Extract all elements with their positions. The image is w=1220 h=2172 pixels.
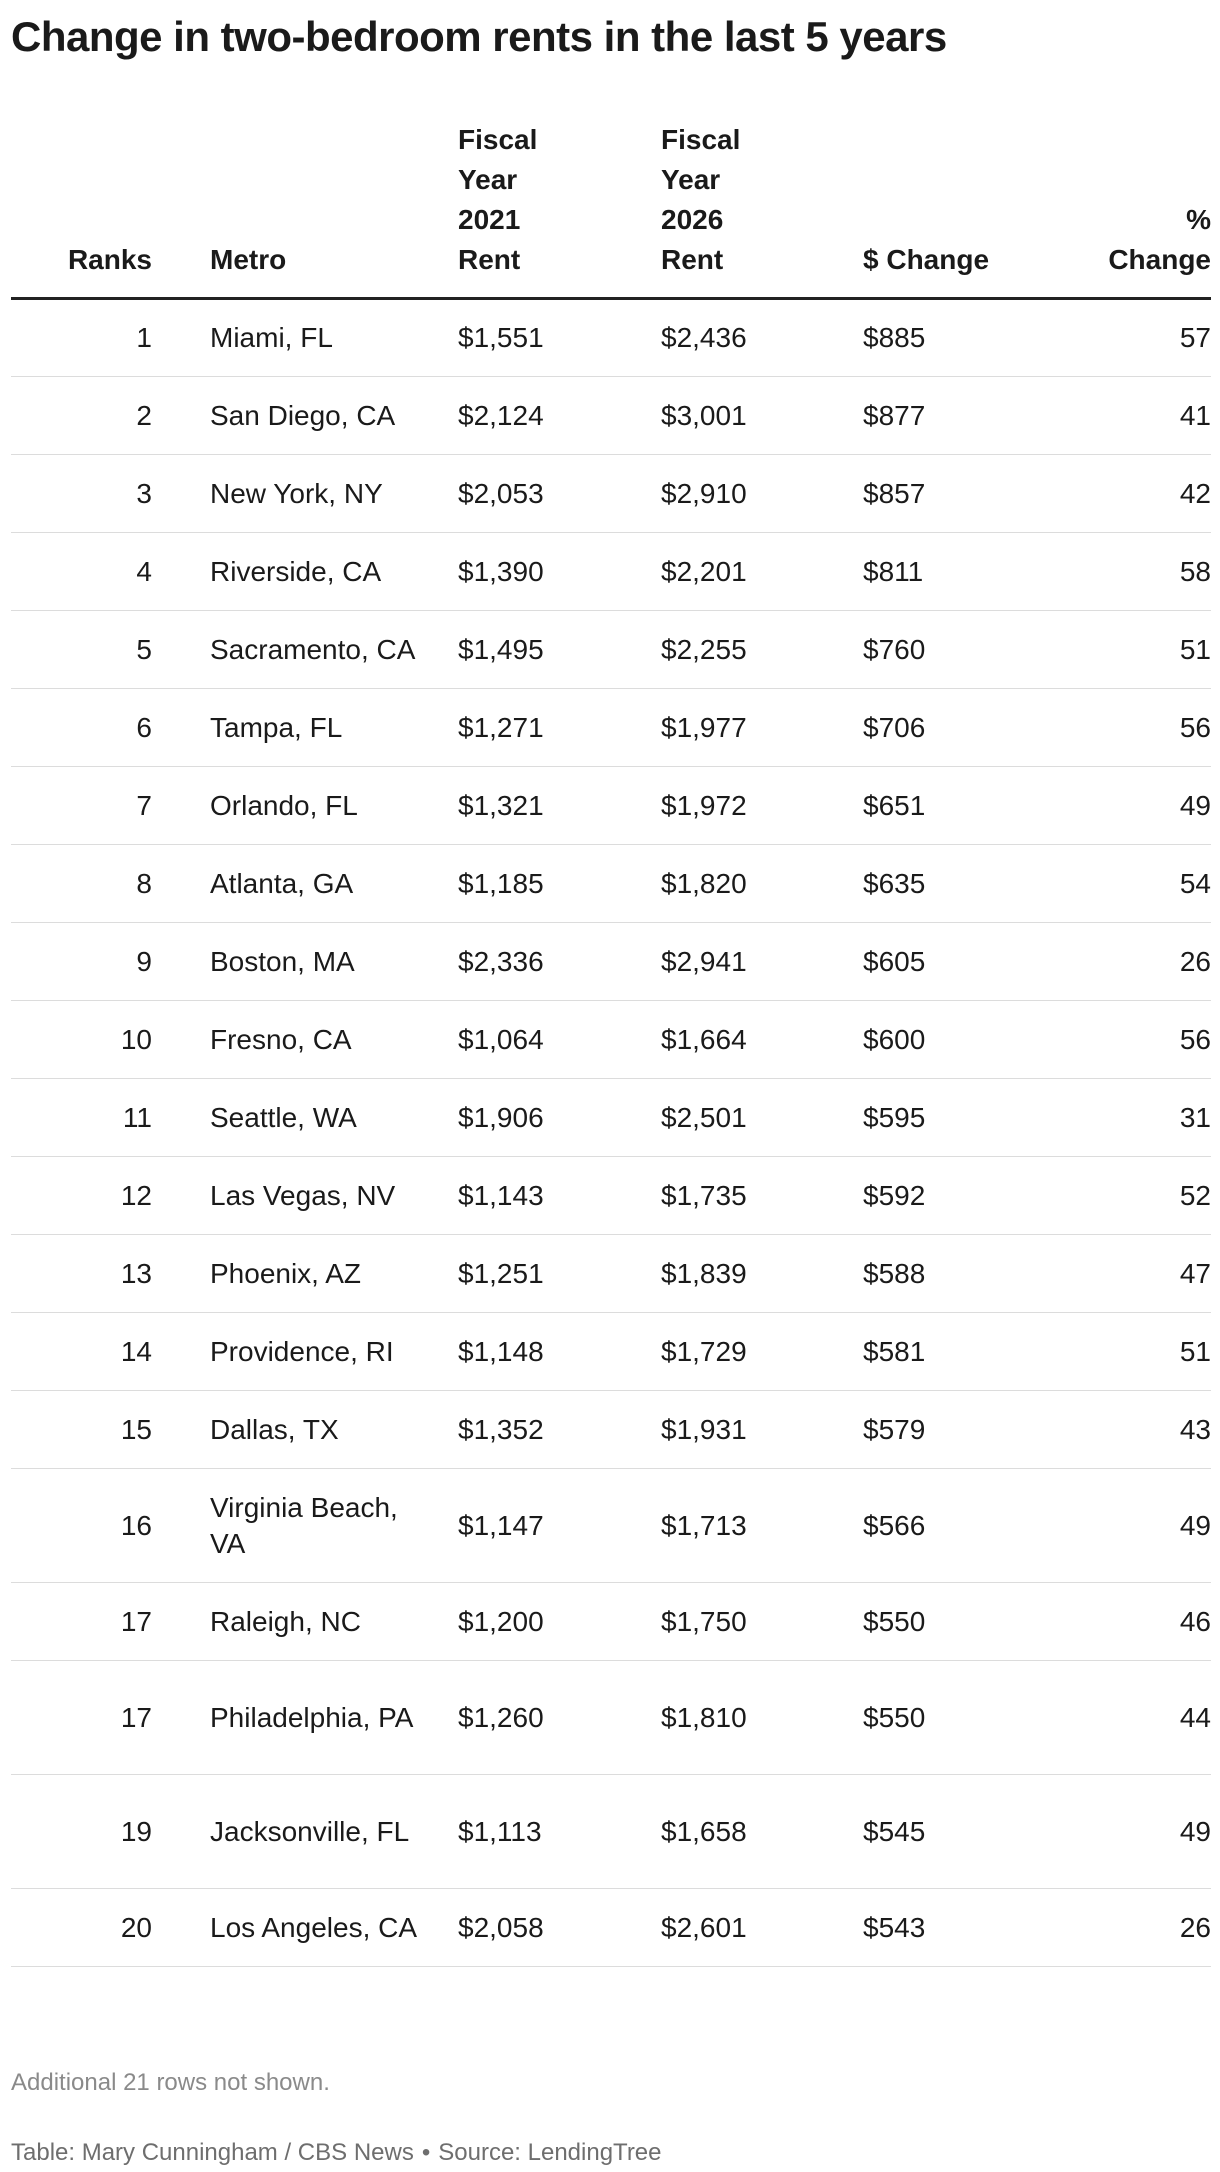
metro-cell: Atlanta, GA — [197, 845, 458, 923]
table-row — [11, 611, 1211, 689]
dollar-change-cell: $566 — [863, 1469, 1061, 1583]
fy2021-rent-cell: $1,551 — [458, 299, 661, 377]
table-row — [11, 455, 1211, 533]
column-header-fy2021-rent[interactable]: Fiscal Year 2021 Rent — [458, 120, 661, 299]
fy2026-rent-cell: $1,713 — [661, 1469, 863, 1583]
metro-cell: Seattle, WA — [197, 1079, 458, 1157]
fy2026-rent-cell: $2,436 — [661, 299, 863, 377]
metro-cell: Orlando, FL — [197, 767, 458, 845]
percent-change-cell: 51 — [1061, 1313, 1211, 1391]
column-header-ranks[interactable]: Ranks — [11, 120, 197, 299]
dollar-change-cell: $543 — [863, 1889, 1061, 1967]
percent-change-cell: 47 — [1061, 1235, 1211, 1313]
fy2021-rent-cell: $2,124 — [458, 377, 661, 455]
rank-cell: 17 — [11, 1583, 197, 1661]
fy2021-rent-cell: $1,352 — [458, 1391, 661, 1469]
rank-cell: 13 — [11, 1235, 197, 1313]
table-row — [11, 1583, 1211, 1661]
fy2021-rent-cell: $1,271 — [458, 689, 661, 767]
metro-cell: Boston, MA — [197, 923, 458, 1001]
metro-cell: Sacramento, CA — [197, 611, 458, 689]
fy2021-rent-cell: $1,064 — [458, 1001, 661, 1079]
dollar-change-cell: $600 — [863, 1001, 1061, 1079]
column-header-fy2026-rent[interactable]: Fiscal Year 2026 Rent — [661, 120, 863, 299]
dollar-change-cell: $635 — [863, 845, 1061, 923]
fy2026-rent-cell: $2,255 — [661, 611, 863, 689]
metro-cell: Raleigh, NC — [197, 1583, 458, 1661]
fy2021-rent-cell: $1,147 — [458, 1469, 661, 1583]
fy2026-rent-cell: $2,601 — [661, 1889, 863, 1967]
percent-change-cell: 49 — [1061, 1775, 1211, 1889]
rank-cell: 17 — [11, 1661, 197, 1775]
fy2026-rent-cell: $1,658 — [661, 1775, 863, 1889]
fy2026-rent-cell: $2,501 — [661, 1079, 863, 1157]
fy2021-rent-cell: $1,321 — [458, 767, 661, 845]
percent-change-cell: 49 — [1061, 1469, 1211, 1583]
fy2026-rent-cell: $1,972 — [661, 767, 863, 845]
dollar-change-cell: $885 — [863, 299, 1061, 377]
fy2026-rent-cell: $1,735 — [661, 1157, 863, 1235]
metro-cell: Philadelphia, PA — [197, 1661, 458, 1775]
metro-cell: Miami, FL — [197, 299, 458, 377]
dollar-change-cell: $550 — [863, 1583, 1061, 1661]
table-title: Change in two-bedroom rents in the last 5 years — [11, 13, 947, 60]
table-row — [11, 1661, 1211, 1775]
percent-change-cell: 52 — [1061, 1157, 1211, 1235]
dollar-change-cell: $706 — [863, 689, 1061, 767]
dollar-change-cell: $581 — [863, 1313, 1061, 1391]
table-row — [11, 1157, 1211, 1235]
rank-cell: 20 — [11, 1889, 197, 1967]
rank-cell: 11 — [11, 1079, 197, 1157]
dollar-change-cell: $811 — [863, 533, 1061, 611]
fy2026-rent-cell: $2,201 — [661, 533, 863, 611]
percent-change-cell: 42 — [1061, 455, 1211, 533]
rank-cell: 5 — [11, 611, 197, 689]
dollar-change-cell: $595 — [863, 1079, 1061, 1157]
table-row — [11, 1391, 1211, 1469]
metro-cell: Virginia Beach, VA — [197, 1469, 458, 1583]
table-row — [11, 533, 1211, 611]
dollar-change-cell: $592 — [863, 1157, 1061, 1235]
rows-hidden-note: Additional 21 rows not shown. — [11, 2069, 330, 2096]
column-header-metro[interactable]: Metro — [197, 120, 458, 299]
fy2021-rent-cell: $1,200 — [458, 1583, 661, 1661]
percent-change-cell: 43 — [1061, 1391, 1211, 1469]
table-row — [11, 299, 1211, 377]
credit-line — [11, 2137, 662, 2169]
table-row — [11, 1313, 1211, 1391]
percent-change-cell: 56 — [1061, 1001, 1211, 1079]
table-body — [11, 299, 1211, 1967]
percent-change-cell: 54 — [1061, 845, 1211, 923]
dollar-change-cell: $588 — [863, 1235, 1061, 1313]
rank-cell: 19 — [11, 1775, 197, 1889]
fy2021-rent-cell: $2,058 — [458, 1889, 661, 1967]
fy2026-rent-cell: $2,910 — [661, 455, 863, 533]
fy2021-rent-cell: $1,906 — [458, 1079, 661, 1157]
table-row — [11, 1889, 1211, 1967]
credit-text: Table: Mary Cunningham / CBS News — [11, 2139, 414, 2166]
source-text: Source: LendingTree — [438, 2139, 662, 2166]
percent-change-cell: 41 — [1061, 377, 1211, 455]
rank-cell: 16 — [11, 1469, 197, 1583]
dollar-change-cell: $857 — [863, 455, 1061, 533]
dollar-change-cell: $605 — [863, 923, 1061, 1001]
rank-cell: 10 — [11, 1001, 197, 1079]
percent-change-cell: 44 — [1061, 1661, 1211, 1775]
percent-change-cell: 26 — [1061, 923, 1211, 1001]
fy2021-rent-cell: $2,336 — [458, 923, 661, 1001]
fy2026-rent-cell: $1,810 — [661, 1661, 863, 1775]
fy2021-rent-cell: $1,113 — [458, 1775, 661, 1889]
table-row — [11, 1079, 1211, 1157]
rank-cell: 9 — [11, 923, 197, 1001]
dollar-change-cell: $651 — [863, 767, 1061, 845]
table-row — [11, 1001, 1211, 1079]
percent-change-cell: 31 — [1061, 1079, 1211, 1157]
percent-change-cell: 26 — [1061, 1889, 1211, 1967]
metro-cell: San Diego, CA — [197, 377, 458, 455]
table-row — [11, 923, 1211, 1001]
fy2026-rent-cell: $1,977 — [661, 689, 863, 767]
metro-cell: Las Vegas, NV — [197, 1157, 458, 1235]
percent-change-cell: 51 — [1061, 611, 1211, 689]
metro-cell: Dallas, TX — [197, 1391, 458, 1469]
percent-change-cell: 58 — [1061, 533, 1211, 611]
table-row — [11, 845, 1211, 923]
rank-cell: 14 — [11, 1313, 197, 1391]
metro-cell: Phoenix, AZ — [197, 1235, 458, 1313]
table-row — [11, 689, 1211, 767]
dollar-change-cell: $877 — [863, 377, 1061, 455]
column-header-percent-change[interactable]: % Change — [1061, 120, 1211, 299]
metro-cell: Los Angeles, CA — [197, 1889, 458, 1967]
fy2021-rent-cell: $1,260 — [458, 1661, 661, 1775]
percent-change-cell: 46 — [1061, 1583, 1211, 1661]
rank-cell: 2 — [11, 377, 197, 455]
metro-cell: Providence, RI — [197, 1313, 458, 1391]
rank-cell: 7 — [11, 767, 197, 845]
dollar-change-cell: $550 — [863, 1661, 1061, 1775]
fy2026-rent-cell: $1,729 — [661, 1313, 863, 1391]
fy2021-rent-cell: $1,185 — [458, 845, 661, 923]
metro-cell: New York, NY — [197, 455, 458, 533]
dollar-change-cell: $545 — [863, 1775, 1061, 1889]
table-row — [11, 1235, 1211, 1313]
metro-cell: Tampa, FL — [197, 689, 458, 767]
fy2026-rent-cell: $1,931 — [661, 1391, 863, 1469]
rank-cell: 8 — [11, 845, 197, 923]
table-row — [11, 1775, 1211, 1889]
fy2026-rent-cell: $2,941 — [661, 923, 863, 1001]
rank-cell: 3 — [11, 455, 197, 533]
table-row — [11, 1469, 1211, 1583]
dollar-change-cell: $760 — [863, 611, 1061, 689]
rank-cell: 15 — [11, 1391, 197, 1469]
table-row — [11, 767, 1211, 845]
fy2026-rent-cell: $1,664 — [661, 1001, 863, 1079]
metro-cell: Riverside, CA — [197, 533, 458, 611]
rank-cell: 4 — [11, 533, 197, 611]
fy2026-rent-cell: $3,001 — [661, 377, 863, 455]
fy2021-rent-cell: $1,251 — [458, 1235, 661, 1313]
rent-change-table — [11, 120, 1211, 1967]
fy2021-rent-cell: $1,390 — [458, 533, 661, 611]
metro-cell: Fresno, CA — [197, 1001, 458, 1079]
rank-cell: 12 — [11, 1157, 197, 1235]
fy2021-rent-cell: $1,143 — [458, 1157, 661, 1235]
fy2026-rent-cell: $1,750 — [661, 1583, 863, 1661]
percent-change-cell: 57 — [1061, 299, 1211, 377]
fy2026-rent-cell: $1,839 — [661, 1235, 863, 1313]
fy2026-rent-cell: $1,820 — [661, 845, 863, 923]
dollar-change-cell: $579 — [863, 1391, 1061, 1469]
fy2021-rent-cell: $2,053 — [458, 455, 661, 533]
metro-cell: Jacksonville, FL — [197, 1775, 458, 1889]
fy2021-rent-cell: $1,148 — [458, 1313, 661, 1391]
rank-cell: 6 — [11, 689, 197, 767]
separator-dot: • — [421, 2139, 431, 2166]
percent-change-cell: 49 — [1061, 767, 1211, 845]
rank-cell: 1 — [11, 299, 197, 377]
table-row — [11, 377, 1211, 455]
table-header-row — [11, 120, 1211, 299]
fy2021-rent-cell: $1,495 — [458, 611, 661, 689]
percent-change-cell: 56 — [1061, 689, 1211, 767]
column-header-dollar-change[interactable]: $ Change — [863, 120, 1061, 299]
